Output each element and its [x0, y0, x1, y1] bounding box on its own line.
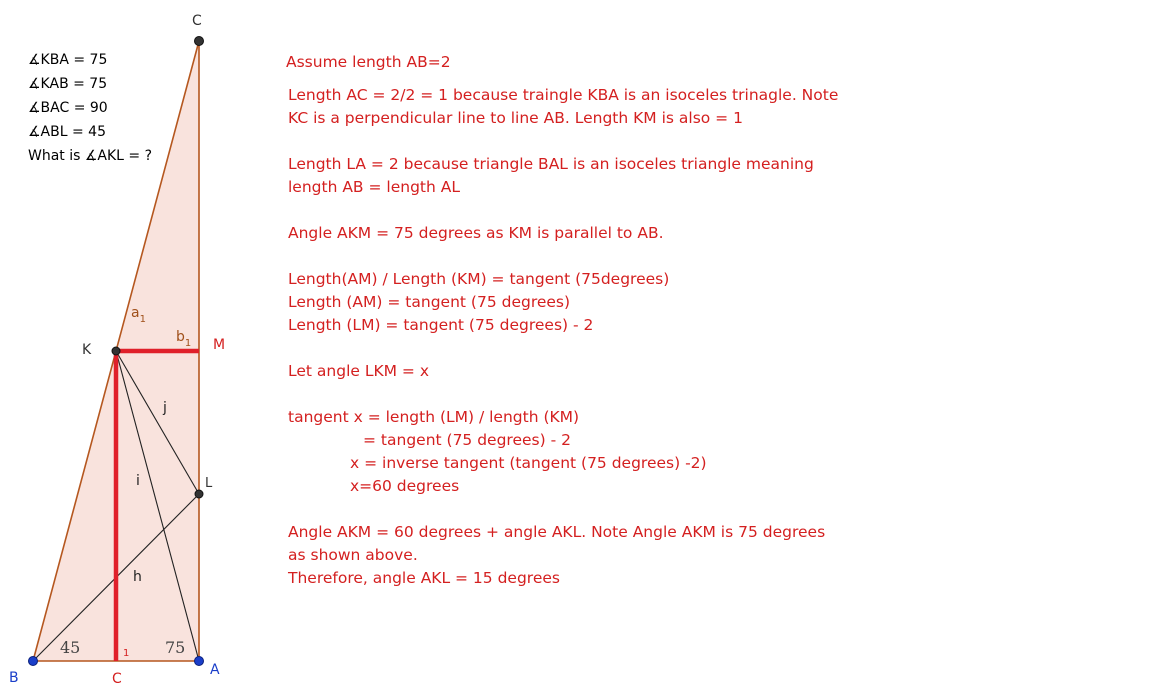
point-c-top[interactable]: [195, 37, 204, 46]
angle-label-a: 75: [165, 638, 186, 657]
point-b[interactable]: [29, 657, 38, 666]
label-c-bottom: C: [112, 671, 122, 687]
label-segment-c1: 1: [123, 648, 130, 659]
label-segment-h: h: [133, 569, 142, 585]
label-a: A: [210, 662, 220, 678]
point-l[interactable]: [195, 490, 203, 498]
label-k: K: [82, 342, 92, 358]
label-segment-j: j: [163, 400, 167, 416]
given-line: ∡KAB = 75: [28, 76, 108, 92]
label-b: B: [9, 670, 19, 686]
solution-line: Length LA = 2 because triangle BAL is an isoceles triangle meaning: [288, 155, 814, 173]
given-line: ∡BAC = 90: [28, 100, 108, 116]
solution-line: Angle AKM = 75 degrees as KM is parallel to AB.: [288, 224, 664, 242]
given-line: ∡ABL = 45: [28, 124, 106, 140]
label-m: M: [213, 337, 226, 353]
solution-line: x=60 degrees: [350, 477, 460, 495]
solution-line: KC is a perpendicular line to line AB. Length KM is also = 1: [288, 109, 743, 127]
solution-line: as shown above.: [288, 546, 418, 564]
label-segment-i: i: [136, 473, 140, 489]
conclusion-line: Therefore, angle AKL = 15 degrees: [288, 569, 560, 587]
angle-label-b: 45: [60, 638, 81, 657]
solution-header: Assume length AB=2: [286, 53, 451, 71]
solution-line: tangent x = length (LM) / length (KM): [288, 408, 580, 426]
solution-line: Angle AKM = 60 degrees + angle AKL. Note Angle AKM is 75 degrees: [288, 523, 826, 541]
solution-line: Let angle LKM = x: [288, 362, 430, 380]
solution-line: Length(AM) / Length (KM) = tangent (75degrees): [288, 270, 670, 288]
given-line: ∡KBA = 75: [28, 52, 108, 68]
question-line: What is ∡AKL = ?: [28, 148, 153, 164]
point-a[interactable]: [195, 657, 204, 666]
solution-line: x = inverse tangent (tangent (75 degrees) -2): [350, 454, 707, 472]
label-l: L: [205, 476, 213, 491]
label-segment-a1: $a_1$: [131, 305, 146, 325]
label-segment-b1: $b_1$: [176, 329, 192, 349]
solution-line: Length (AM) = tangent (75 degrees): [288, 293, 571, 311]
given-conditions: [28, 48, 152, 168]
solution-line: Length AC = 2/2 = 1 because traingle KBA is an isoceles trinagle. Note: [288, 86, 839, 104]
solution-line: Length (LM) = tangent (75 degrees) - 2: [288, 316, 594, 334]
solution-text: [288, 51, 848, 590]
point-k[interactable]: [112, 347, 120, 355]
solution-line: = tangent (75 degrees) - 2: [363, 431, 571, 449]
solution-line: length AB = length AL: [288, 178, 460, 196]
label-c-top: C: [192, 13, 202, 29]
